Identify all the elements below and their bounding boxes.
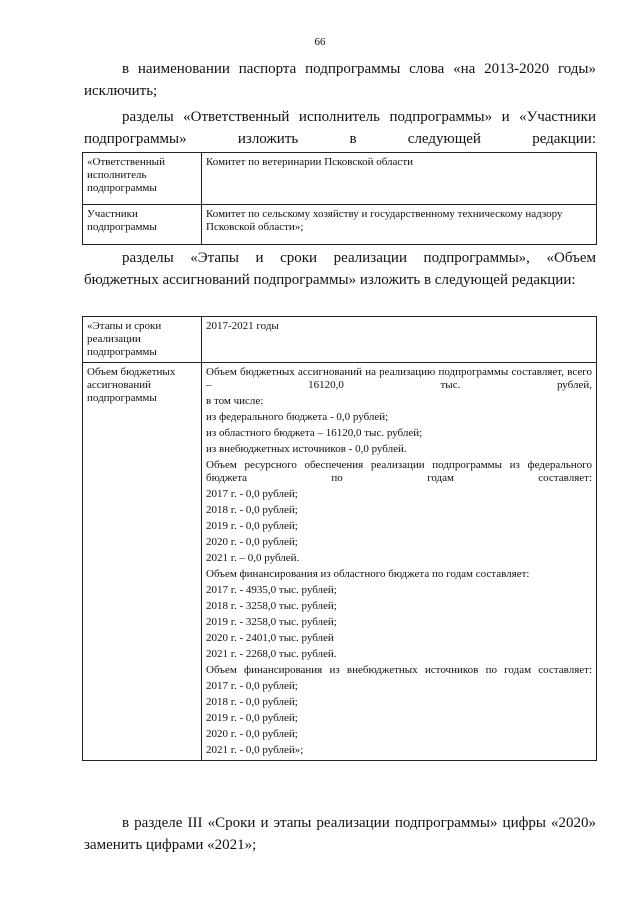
budget-line: Объем ресурсного обеспечения реализации подпрограммы из федерального бюджета по годам составляет:	[206, 459, 592, 484]
budget-line: из внебюджетных источников - 0,0 рублей.	[206, 443, 407, 455]
table-cell-value: 2017-2021 годы	[202, 317, 597, 363]
table-row	[83, 153, 597, 205]
budget-line: 2021 г. - 0,0 рублей»;	[206, 744, 304, 756]
table-cell-label: «Ответственный исполнитель подпрограммы	[83, 153, 202, 205]
budget-line: Объем финансирования из областного бюджета по годам составляет:	[206, 568, 530, 580]
table-cell-label: Объем бюджетных ассигнований подпрограммы	[83, 363, 202, 761]
budget-line: Объем бюджетных ассигнований на реализацию подпрограммы составляет, всего – 16120,0 тыс. рублей,	[206, 366, 592, 391]
budget-line: 2018 г. - 0,0 рублей;	[206, 696, 298, 708]
budget-line: 2019 г. - 0,0 рублей;	[206, 520, 298, 532]
budget-line: 2017 г. - 0,0 рублей;	[206, 488, 298, 500]
table-row	[83, 205, 597, 245]
paragraph-passport-name: в наименовании паспорта подпрограммы слова «на 2013-2020 годы» исключить;	[84, 61, 596, 99]
budget-line: 2019 г. - 3258,0 тыс. рублей;	[206, 616, 337, 628]
budget-line: 2017 г. - 4935,0 тыс. рублей;	[206, 584, 337, 596]
budget-line: Объем финансирования из внебюджетных источников по годам составляет:	[206, 664, 592, 676]
paragraph-sections-intro: разделы «Ответственный исполнитель подпрограммы» и «Участники подпрограммы» изложить в следующей редакции:	[84, 109, 596, 147]
budget-line: 2020 г. - 2401,0 тыс. рублей	[206, 632, 334, 644]
budget-line: 2019 г. - 0,0 рублей;	[206, 712, 298, 724]
table-row	[83, 363, 597, 761]
budget-line: 2021 г. - 2268,0 тыс. рублей.	[206, 648, 337, 660]
budget-line: в том числе:	[206, 395, 264, 407]
budget-line: 2017 г. - 0,0 рублей;	[206, 680, 298, 692]
budget-line: 2020 г. - 0,0 рублей;	[206, 728, 298, 740]
budget-line: из федерального бюджета - 0,0 рублей;	[206, 411, 389, 423]
paragraph-stages-intro: разделы «Этапы и сроки реализации подпрограммы», «Объем бюджетных ассигнований подпрограммы» изложить в следующей редакции:	[84, 250, 596, 288]
table-row	[83, 317, 597, 363]
budget-lines-cell	[202, 363, 597, 761]
table-executors	[82, 152, 597, 245]
budget-line: 2021 г. – 0,0 рублей.	[206, 552, 300, 564]
budget-line: 2018 г. - 0,0 рублей;	[206, 504, 298, 516]
table-cell-label: «Этапы и сроки реализации подпрограммы	[83, 317, 202, 363]
table-budget	[82, 316, 597, 761]
table-cell-value: Комитет по сельскому хозяйству и государственному техническому надзору Псковской области»;	[202, 205, 597, 245]
paragraph-section-three: в разделе III «Сроки и этапы реализации подпрограммы» цифры «2020» заменить цифрами «2021»;	[84, 815, 596, 853]
page-number: 66	[314, 36, 326, 48]
budget-line: 2018 г. - 3258,0 тыс. рублей;	[206, 600, 337, 612]
budget-line: из областного бюджета – 16120,0 тыс. рублей;	[206, 427, 423, 439]
budget-line: 2020 г. - 0,0 рублей;	[206, 536, 298, 548]
table-cell-label: Участники подпрограммы	[83, 205, 202, 245]
table-cell-value: Комитет по ветеринарии Псковской области	[202, 153, 597, 205]
